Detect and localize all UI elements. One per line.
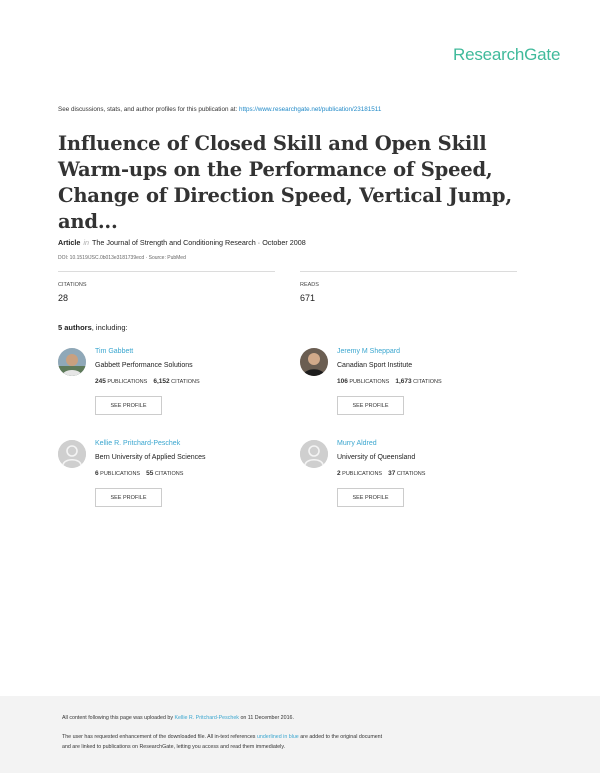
doi-line: DOI: 10.1519/JSC.0b013e3181739ecd · Source: PubMed <box>58 255 186 261</box>
publications-label: PUBLICATIONS <box>342 471 383 477</box>
discussions-text: See discussions, stats, and author profiles for this publication at: <box>58 106 239 113</box>
researchgate-logo[interactable]: ResearchGate <box>453 45 561 64</box>
see-profile-button[interactable]: SEE PROFILE <box>337 396 404 415</box>
upload-note-text: All content following this page was uploaded by <box>62 715 175 721</box>
upload-note-date: on 11 December 2016. <box>238 715 294 721</box>
footer <box>0 696 600 773</box>
publications-label: PUBLICATIONS <box>100 471 141 477</box>
authors-including: , including: <box>91 323 128 332</box>
author-citations-label: CITATIONS <box>413 379 442 385</box>
author-citations-count: 55 <box>146 470 154 477</box>
author-institution: Canadian Sport Institute <box>337 362 413 369</box>
see-profile-button[interactable]: SEE PROFILE <box>95 488 162 507</box>
publications-count: 245 <box>95 378 106 385</box>
author-avatar-photo[interactable] <box>58 348 86 376</box>
author-citations-label: CITATIONS <box>171 379 200 385</box>
author-name[interactable]: Murry Aldred <box>337 440 377 447</box>
author-name[interactable]: Jeremy M Sheppard <box>337 348 401 355</box>
enhancement-note-2: and are linked to publications on ResearchGate, letting you access and read them immediately. <box>62 744 286 750</box>
enhancement-text-end: are added to the original document <box>298 734 383 740</box>
discussions-line <box>58 106 381 113</box>
publications-count: 106 <box>337 378 348 385</box>
see-profile-button[interactable]: SEE PROFILE <box>337 488 404 507</box>
publications-label: PUBLICATIONS <box>349 379 390 385</box>
default-avatar-icon[interactable] <box>58 440 86 468</box>
default-avatar-icon[interactable] <box>300 440 328 468</box>
publications-count: 2 <box>337 470 341 477</box>
citations-label: CITATIONS <box>58 282 87 288</box>
publication-link[interactable]: https://www.researchgate.net/publication/23181511 <box>238 106 382 113</box>
publication-type: Article <box>58 238 81 247</box>
author-institution: Gabbett Performance Solutions <box>95 362 193 369</box>
author-card <box>58 348 288 418</box>
author-institution: Bern University of Applied Sciences <box>95 454 206 461</box>
author-stats <box>337 470 425 477</box>
reads-label: READS <box>300 282 319 288</box>
author-citations-label: CITATIONS <box>396 471 426 477</box>
authors-heading <box>58 323 128 332</box>
journal-info: The Journal of Strength and Conditioning Research · October 2008 <box>91 238 306 247</box>
publication-title: Influence of Closed Skill and Open Skill Warm-ups on the Performance of Speed, Change of Direction Speed, Vertical Jump, and... <box>58 132 512 233</box>
in-label: in <box>83 238 89 247</box>
author-stats <box>95 378 200 385</box>
author-avatar-photo[interactable] <box>300 348 328 376</box>
enhancement-note <box>62 734 382 740</box>
publications-count: 6 <box>95 470 99 477</box>
divider-right <box>300 271 517 272</box>
author-citations-count: 6,152 <box>153 378 170 385</box>
author-stats <box>95 470 183 477</box>
author-citations-count: 1,673 <box>395 378 412 385</box>
uploader-link[interactable]: Kellie R. Pritchard-Peschek <box>174 715 239 721</box>
authors-count: 5 authors <box>58 323 92 332</box>
author-name[interactable]: Tim Gabbett <box>95 348 134 355</box>
author-citations-label: CITATIONS <box>154 471 184 477</box>
underlined-blue-text: underlined in blue <box>256 734 299 740</box>
divider-left <box>58 271 275 272</box>
upload-note <box>62 715 294 721</box>
enhancement-text: The user has requested enhancement of the downloaded file. All in-text references <box>62 734 257 740</box>
author-card <box>300 348 530 418</box>
author-stats <box>337 378 442 385</box>
publications-label: PUBLICATIONS <box>107 379 148 385</box>
author-citations-count: 37 <box>388 470 396 477</box>
author-name[interactable]: Kellie R. Pritchard-Peschek <box>95 440 181 447</box>
publication-meta <box>58 238 306 247</box>
author-card <box>58 440 288 510</box>
see-profile-button[interactable]: SEE PROFILE <box>95 396 162 415</box>
citations-count: 28 <box>58 293 69 303</box>
reads-count: 671 <box>300 293 316 303</box>
author-card <box>300 440 530 510</box>
author-institution: University of Queensland <box>337 454 416 461</box>
